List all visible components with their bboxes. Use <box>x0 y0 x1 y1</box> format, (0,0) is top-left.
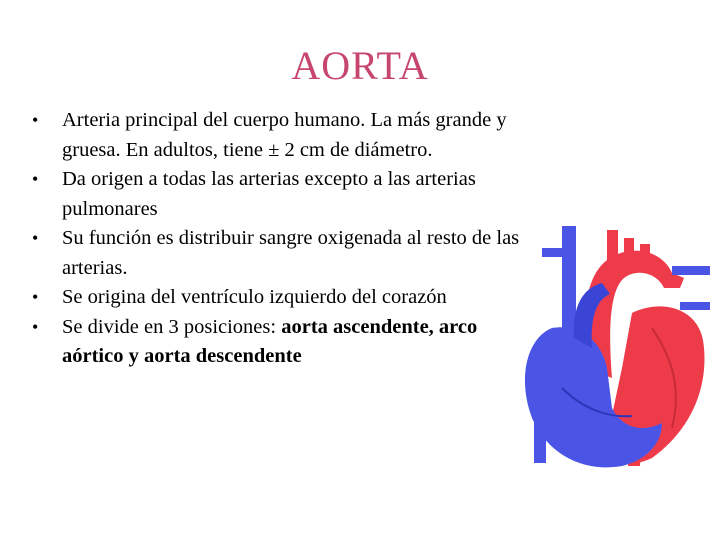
slide-title: AORTA <box>291 43 429 88</box>
aortic-branch-2 <box>624 238 634 268</box>
bullet-dot: • <box>32 169 39 189</box>
pulmonary-vein-2 <box>680 302 710 310</box>
bullet-dot: • <box>32 287 39 307</box>
bullet-list <box>30 106 525 372</box>
bullet-item <box>30 165 525 224</box>
pulmonary-vein-1 <box>672 266 710 275</box>
inferior-vena-cava <box>534 413 546 463</box>
bullet-dot: • <box>32 228 39 248</box>
bullet-text: Su función es distribuir sangre oxigenada al resto de las arterias. <box>62 227 520 279</box>
bullet-dot: • <box>32 110 39 130</box>
vena-branch <box>542 248 572 257</box>
aortic-branch-1 <box>607 230 618 270</box>
bullet-bold-text: aorta ascendente, arco aórtico y aorta descendente <box>62 315 478 367</box>
bullet-dot: • <box>32 316 39 337</box>
bullet-text: Se origina del ventrículo izquierdo del corazón <box>62 286 447 308</box>
bullet-text: Arteria principal del cuerpo humano. La más grande y gruesa. En adultos, tiene ± 2 cm de diámetro. <box>62 109 507 161</box>
bullet-text: Se divide en 3 posiciones: <box>62 315 282 338</box>
bullet-text: Da origen a todas las arterias excepto a las arterias pulmonares <box>62 168 476 220</box>
heart-illustration <box>512 218 712 478</box>
aortic-branch-3 <box>640 244 650 270</box>
bullet-item <box>30 106 525 165</box>
bullet-item <box>30 224 525 283</box>
bullet-item <box>30 313 525 372</box>
bullet-item <box>30 283 525 313</box>
